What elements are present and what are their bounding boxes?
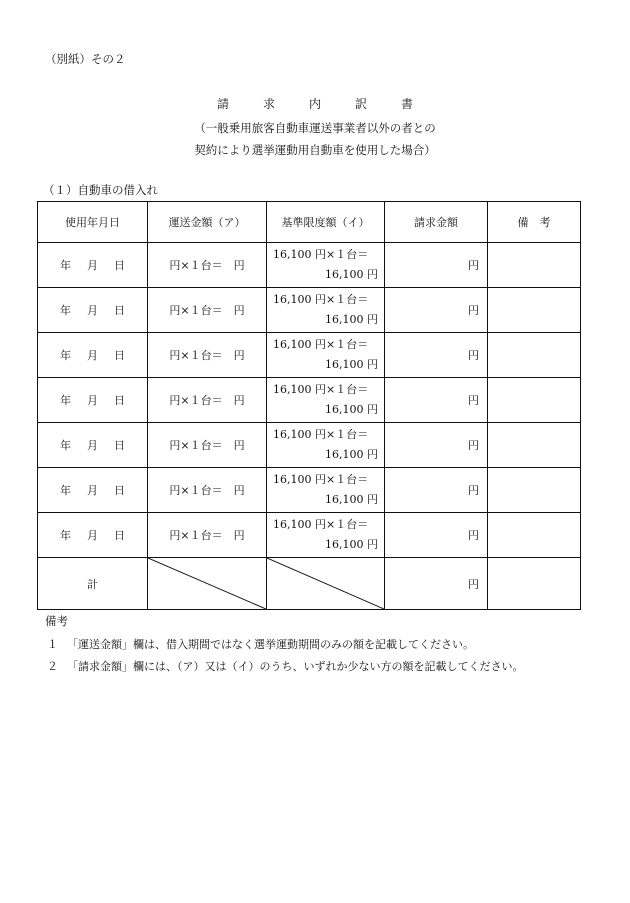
day-unit: 日 xyxy=(114,529,125,542)
remarks-cell[interactable] xyxy=(488,513,581,558)
table-header-row xyxy=(38,202,581,243)
usage-date-cell[interactable] xyxy=(38,513,148,558)
claim-amount-cell[interactable]: 円 xyxy=(385,513,488,558)
note-item xyxy=(47,658,524,674)
title-char: 求 xyxy=(262,97,275,111)
usage-date-cell[interactable] xyxy=(38,468,148,513)
total-limit-cell xyxy=(267,558,385,610)
title-char: 訳 xyxy=(354,97,367,111)
remarks-cell[interactable] xyxy=(488,243,581,288)
note-number: １ xyxy=(47,638,58,651)
limit-result: 16,100 円 xyxy=(325,493,378,506)
limit-result: 16,100 円 xyxy=(325,403,378,416)
limit-amount-cell xyxy=(267,513,385,558)
limit-amount-cell xyxy=(267,333,385,378)
claim-amount-cell[interactable]: 円 xyxy=(385,378,488,423)
remarks-cell[interactable] xyxy=(488,423,581,468)
transport-amount-cell[interactable]: 円×１台＝ 円 xyxy=(148,468,267,513)
month-unit: 月 xyxy=(87,529,98,542)
day-unit: 日 xyxy=(114,304,125,317)
remarks-cell[interactable] xyxy=(488,333,581,378)
limit-formula: 16,100 円×１台＝ xyxy=(273,473,369,486)
diagonal-strike xyxy=(148,558,266,609)
limit-formula: 16,100 円×１台＝ xyxy=(273,518,369,531)
limit-amount-cell xyxy=(267,423,385,468)
title-char: 書 xyxy=(400,97,413,111)
month-unit: 月 xyxy=(87,394,98,407)
day-unit: 日 xyxy=(114,394,125,407)
month-unit: 月 xyxy=(87,484,98,497)
annex-label: （別紙）その２ xyxy=(45,52,126,66)
limit-result: 16,100 円 xyxy=(325,313,378,326)
limit-amount-cell xyxy=(267,468,385,513)
table-row xyxy=(38,468,581,513)
usage-date-cell[interactable] xyxy=(38,243,148,288)
section-label: （１）自動車の借入れ xyxy=(43,183,158,197)
subtitle-line-2: 契約により選挙運動用自動車を使用した場合） xyxy=(194,143,436,157)
header-limit-amount: 基準限度額（イ） xyxy=(267,202,385,243)
month-unit: 月 xyxy=(87,259,98,272)
total-remarks-cell[interactable] xyxy=(488,558,581,610)
transport-amount-cell[interactable]: 円×１台＝ 円 xyxy=(148,513,267,558)
year-unit: 年 xyxy=(60,259,71,272)
usage-date-cell[interactable] xyxy=(38,288,148,333)
total-label: 計 xyxy=(38,558,148,610)
title-char: 内 xyxy=(308,97,321,111)
table-row xyxy=(38,513,581,558)
header-transport-amount: 運送金額（ア） xyxy=(148,202,267,243)
header-remarks: 備 考 xyxy=(488,202,581,243)
limit-result: 16,100 円 xyxy=(325,448,378,461)
table-row xyxy=(38,378,581,423)
usage-date-cell[interactable] xyxy=(38,378,148,423)
transport-amount-cell[interactable]: 円×１台＝ 円 xyxy=(148,333,267,378)
limit-result: 16,100 円 xyxy=(325,268,378,281)
day-unit: 日 xyxy=(114,484,125,497)
transport-amount-cell[interactable]: 円×１台＝ 円 xyxy=(148,378,267,423)
year-unit: 年 xyxy=(60,439,71,452)
note-number: ２ xyxy=(47,660,58,673)
usage-date-cell[interactable] xyxy=(38,423,148,468)
claim-amount-cell[interactable]: 円 xyxy=(385,333,488,378)
day-unit: 日 xyxy=(114,349,125,362)
note-text: 「請求金額」欄には、（ア）又は（イ）のうち、いずれか少ない方の額を記載してください。 xyxy=(67,660,524,673)
year-unit: 年 xyxy=(60,304,71,317)
transport-amount-cell[interactable]: 円×１台＝ 円 xyxy=(148,423,267,468)
table-row xyxy=(38,423,581,468)
month-unit: 月 xyxy=(87,349,98,362)
total-claim-amount[interactable]: 円 xyxy=(385,558,488,610)
day-unit: 日 xyxy=(114,439,125,452)
claim-amount-cell[interactable]: 円 xyxy=(385,288,488,333)
limit-result: 16,100 円 xyxy=(325,538,378,551)
usage-date-cell[interactable] xyxy=(38,333,148,378)
header-usage-date: 使用年月日 xyxy=(38,202,148,243)
header-claim-amount: 請求金額 xyxy=(385,202,488,243)
month-unit: 月 xyxy=(87,304,98,317)
transport-amount-cell[interactable]: 円×１台＝ 円 xyxy=(148,243,267,288)
limit-amount-cell xyxy=(267,243,385,288)
limit-amount-cell xyxy=(267,288,385,333)
limit-formula: 16,100 円×１台＝ xyxy=(273,338,369,351)
year-unit: 年 xyxy=(60,394,71,407)
claim-amount-cell[interactable]: 円 xyxy=(385,243,488,288)
remarks-cell[interactable] xyxy=(488,288,581,333)
table-row xyxy=(38,333,581,378)
diagonal-strike xyxy=(267,558,384,609)
year-unit: 年 xyxy=(60,529,71,542)
day-unit: 日 xyxy=(114,259,125,272)
limit-amount-cell xyxy=(267,378,385,423)
claim-breakdown-table xyxy=(37,201,581,610)
limit-formula: 16,100 円×１台＝ xyxy=(273,428,369,441)
total-transport-cell xyxy=(148,558,267,610)
document-title xyxy=(0,95,630,112)
year-unit: 年 xyxy=(60,484,71,497)
note-text: 「運送金額」欄は、借入期間ではなく選挙運動期間のみの額を記載してください。 xyxy=(67,638,474,651)
table-row xyxy=(38,288,581,333)
total-row xyxy=(38,558,581,610)
transport-amount-cell[interactable]: 円×１台＝ 円 xyxy=(148,288,267,333)
claim-amount-cell[interactable]: 円 xyxy=(385,423,488,468)
limit-formula: 16,100 円×１台＝ xyxy=(273,293,369,306)
notes-heading: 備考 xyxy=(45,614,68,628)
remarks-cell[interactable] xyxy=(488,468,581,513)
subtitle-line-1: （一般乗用旅客自動車運送事業者以外の者との xyxy=(194,121,436,135)
year-unit: 年 xyxy=(60,349,71,362)
remarks-cell[interactable] xyxy=(488,378,581,423)
claim-amount-cell[interactable]: 円 xyxy=(385,468,488,513)
limit-formula: 16,100 円×１台＝ xyxy=(273,383,369,396)
limit-result: 16,100 円 xyxy=(325,358,378,371)
note-item xyxy=(47,636,474,652)
limit-formula: 16,100 円×１台＝ xyxy=(273,248,369,261)
month-unit: 月 xyxy=(87,439,98,452)
table-row xyxy=(38,243,581,288)
title-char: 請 xyxy=(216,97,229,111)
